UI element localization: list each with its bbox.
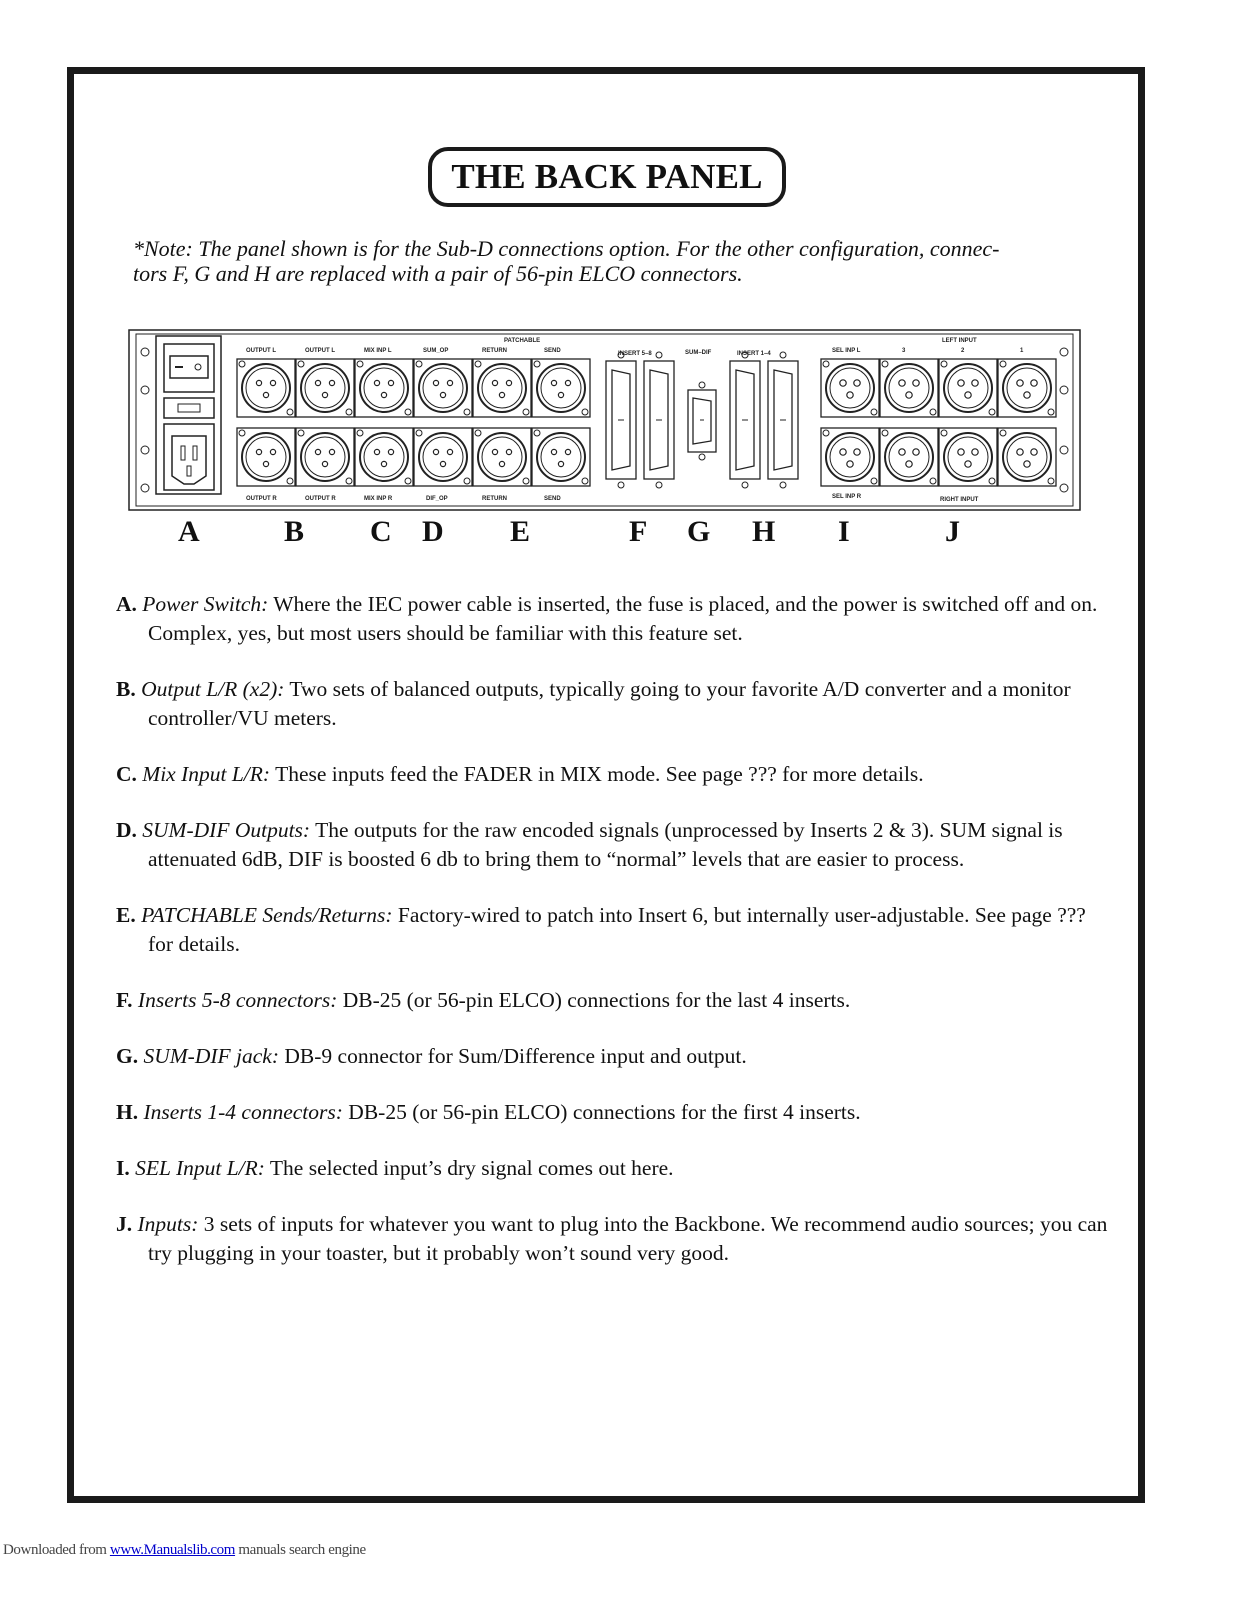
- letter-f: F: [629, 515, 648, 548]
- label-output-r-2: OUTPUT R: [305, 496, 336, 502]
- manualslib-link[interactable]: www.Manualslib.com: [109, 1542, 236, 1558]
- note-line-2: tors F, G and H are replaced with a pair of 56-pin ELCO connectors.: [133, 261, 743, 286]
- item-term: Inserts 1-4 connectors:: [143, 1100, 343, 1124]
- item-term: Output L/R (x2):: [141, 677, 285, 701]
- label-patchable: PATCHABLE: [504, 338, 541, 344]
- chassis-outline: [129, 330, 1080, 510]
- title-box: [428, 147, 786, 207]
- label-return-bottom: RETURN: [482, 496, 507, 502]
- list-item: [116, 675, 1116, 733]
- label-output-l-1: OUTPUT L: [246, 348, 276, 354]
- footer-prefix: Downloaded from: [3, 1542, 110, 1558]
- item-text: The selected input’s dry signal comes out here.: [264, 1156, 674, 1180]
- footer-suffix: manuals search engine: [235, 1542, 366, 1558]
- footer: [3, 1542, 366, 1559]
- list-item: [116, 1154, 1116, 1183]
- item-text: Where the IEC power cable is inserted, the fuse is placed, and the power is switched off and on. Complex, yes, but most users should be familiar with this feature set.: [148, 592, 1098, 645]
- note: [133, 236, 1093, 286]
- label-left-input: LEFT INPUT: [942, 338, 977, 344]
- list-item: [116, 1210, 1116, 1268]
- label-output-r-1: OUTPUT R: [246, 496, 277, 502]
- item-key: E.: [116, 903, 136, 927]
- label-send-top: SEND: [544, 348, 561, 354]
- item-term: SUM-DIF Outputs:: [142, 818, 311, 842]
- item-key: F.: [116, 988, 133, 1012]
- item-term: Power Switch:: [142, 592, 269, 616]
- item-key: D.: [116, 818, 137, 842]
- label-sum-dif: SUM–DIF: [685, 350, 712, 356]
- label-num-1: 1: [1020, 348, 1024, 354]
- item-key: J.: [116, 1212, 133, 1236]
- item-text: 3 sets of inputs for whatever you want to plug into the Backbone. We recommend audio sources; you can try plugging in your toaster, but it probably won’t sound very good.: [148, 1212, 1108, 1265]
- letter-e: E: [510, 515, 531, 548]
- label-insert-1-4: INSERT 1–4: [737, 351, 771, 357]
- item-text: Factory-wired to patch into Insert 6, but internally user-adjustable. See page ??? for details.: [148, 903, 1086, 956]
- label-return-top: RETURN: [482, 348, 507, 354]
- item-term: Inputs:: [137, 1212, 199, 1236]
- item-key: C.: [116, 762, 137, 786]
- item-key: B.: [116, 677, 136, 701]
- label-num-2: 2: [961, 348, 965, 354]
- item-term: PATCHABLE Sends/Returns:: [141, 903, 393, 927]
- back-panel-diagram: [128, 328, 1083, 514]
- letter-g: G: [687, 515, 711, 548]
- item-text: The outputs for the raw encoded signals (unprocessed by Inserts 2 & 3). SUM signal is attenuated 6dB, DIF is boosted 6 db to bring them to “normal” levels that are easier to process.: [148, 818, 1063, 871]
- connector-description-list: [116, 590, 1116, 1295]
- item-key: G.: [116, 1044, 139, 1068]
- item-key: A.: [116, 592, 137, 616]
- connector-letters: [0, 515, 1237, 555]
- label-sel-inp-l: SEL INP L: [832, 348, 861, 354]
- letter-j: J: [945, 515, 960, 548]
- item-key: H.: [116, 1100, 139, 1124]
- item-term: Inserts 5-8 connectors:: [137, 988, 338, 1012]
- label-sum-op: SUM_OP: [423, 348, 449, 354]
- list-item: [116, 590, 1116, 648]
- list-item: [116, 1098, 1116, 1127]
- letter-b: B: [284, 515, 305, 548]
- label-right-input: RIGHT INPUT: [940, 497, 979, 503]
- list-item: [116, 1042, 1116, 1071]
- label-sel-inp-r: SEL INP R: [832, 494, 862, 500]
- label-send-bottom: SEND: [544, 496, 561, 502]
- label-output-l-2: OUTPUT L: [305, 348, 335, 354]
- page-title: THE BACK PANEL: [451, 157, 763, 196]
- label-mix-inp-l: MIX INP L: [364, 348, 392, 354]
- letter-h: H: [752, 515, 776, 548]
- letter-i: I: [838, 515, 850, 548]
- item-text: DB-25 (or 56-pin ELCO) connections for the last 4 inserts.: [337, 988, 851, 1012]
- list-item: [116, 760, 1116, 789]
- item-term: SEL Input L/R:: [135, 1156, 265, 1180]
- label-dif-op: DIF_OP: [426, 496, 448, 502]
- label-num-3: 3: [902, 348, 906, 354]
- item-text: DB-25 (or 56-pin ELCO) connections for the first 4 inserts.: [342, 1100, 861, 1124]
- note-line-1: *Note: The panel shown is for the Sub-D connections option. For the other configuration, connec-: [133, 236, 1000, 261]
- item-term: Mix Input L/R:: [142, 762, 271, 786]
- label-mix-inp-r: MIX INP R: [364, 496, 393, 502]
- item-text: DB-9 connector for Sum/Difference input and output.: [279, 1044, 747, 1068]
- list-item: [116, 816, 1116, 874]
- list-item: [116, 901, 1116, 959]
- item-text: Two sets of balanced outputs, typically going to your favorite A/D converter and a monitor controller/VU meters.: [148, 677, 1071, 730]
- letter-a: A: [178, 515, 200, 548]
- letter-d: D: [422, 515, 444, 548]
- item-key: I.: [116, 1156, 130, 1180]
- letter-c: C: [370, 515, 392, 548]
- item-text: These inputs feed the FADER in MIX mode. See page ??? for more details.: [270, 762, 924, 786]
- list-item: [116, 986, 1116, 1015]
- label-insert-5-8: INSERT 5–8: [618, 351, 652, 357]
- item-term: SUM-DIF jack:: [143, 1044, 279, 1068]
